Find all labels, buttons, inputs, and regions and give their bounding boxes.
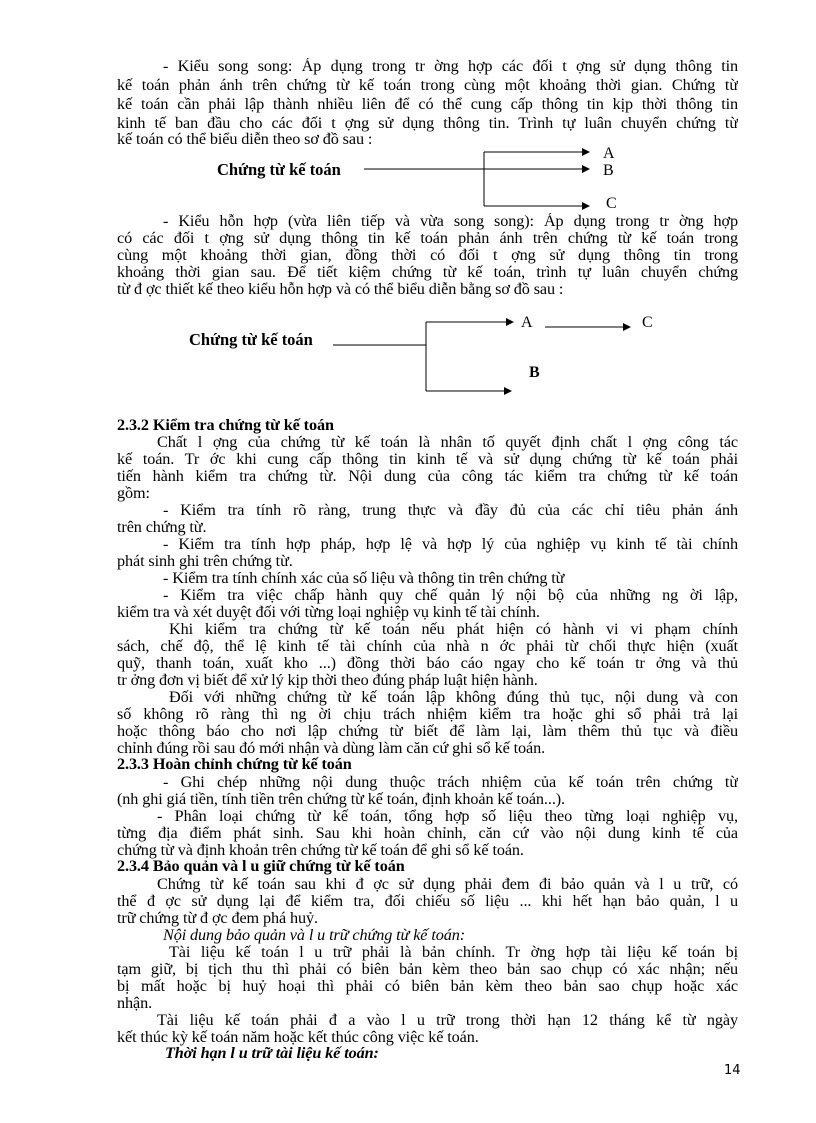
text-line: chỉnh đúng rồi sau đó mới nhận và dùng làm căn cứ ghi sổ kế toán. <box>117 739 546 757</box>
text-line: trữ chứng từ đ ợc đem phá huỷ. <box>117 909 318 927</box>
text-line: - Kiểm tra việc chấp hành quy chế quản lý nội bộ của những ng ời lập, <box>163 587 738 604</box>
text-line: cùng một khoảng thời gian, đồng thời có đối t ợng sử dụng thông tin trong <box>117 247 738 264</box>
text-line: có các đối t ợng sử dụng thông tin kế toán phản ánh trên chứng từ kế toán trong <box>117 230 738 247</box>
text-line: - Ghi chép những nội dung thuộc trách nhiệm của kế toán trên chứng từ <box>163 774 738 791</box>
text-line: phát sinh ghi trên chứng từ. <box>117 552 293 570</box>
text-line: quỹ, thanh toán, xuất kho ...) đồng thời báo cáo ngay cho kế toán tr ởng và thủ <box>117 655 738 672</box>
text-line: - Phân loại chứng từ kế toán, tổng hợp số liệu theo từng loại nghiệp vụ, <box>157 808 738 825</box>
text-line: từ đ ợc thiết kế theo kiểu hỗn hợp và có thể biểu diễn bằng sơ đồ sau : <box>117 280 564 298</box>
text-line: tr ởng đơn vị biết để xử lý kịp thời theo đúng pháp luật hiện hành. <box>117 671 538 689</box>
text-line: kế toán. Tr ớc khi cung cấp thông tin kinh tế và sử dụng chứng từ kế toán phải <box>117 451 738 468</box>
diagram-node-c: C <box>606 195 617 212</box>
text-line: tiến hành kiểm tra chứng từ. Nội dung của công tác kiểm tra chứng từ kế toán <box>117 468 738 485</box>
text-line: kế toán có thể biểu diễn theo sơ đồ sau : <box>117 130 373 148</box>
text-line: kinh tế ban đầu cho các đối t ợng sử dụng thông tin. Trình tự luân chuyển chứng từ <box>117 115 738 132</box>
text-line: kiểm tra và xét duyệt đối với từng loại nghiệp vụ kinh tế tài chính. <box>117 603 540 621</box>
section-heading: 2.3.3 Hoàn chỉnh chứng từ kế toán <box>117 755 352 773</box>
text-line: - Kiểm tra tính rõ ràng, trung thực và đầy đủ của các chỉ tiêu phản ánh <box>163 502 738 519</box>
text-line: kế toán cần phải lập thành nhiều liên để có thể cung cấp thông tin kịp thời thông tin <box>117 96 738 113</box>
page-number: 14 <box>724 1063 741 1078</box>
diagram-node-a: A <box>521 314 533 331</box>
text-line: gồm: <box>117 484 150 502</box>
text-line: số không rõ ràng thì ng ời chịu trách nhiệm kiểm tra hoặc ghi sổ phải trả lại <box>117 706 738 723</box>
text-line: khoảng thời gian sau. Để tiết kiệm chứng từ kế toán, trình tự luân chuyển chứng <box>117 264 738 281</box>
diagram-node-a: A <box>603 145 615 162</box>
text-line: thể đ ợc sử dụng lại để kiểm tra, đối chiếu số liệu ... khi hết hạn bảo quản, l u <box>117 893 738 910</box>
diagram2-connectors <box>333 322 630 391</box>
text-line: - Kiểu song song: Áp dụng trong tr ờng hợp các đối t ợng sử dụng thông tin <box>163 58 738 75</box>
diagram-node-b: B <box>529 364 540 381</box>
text-line: Khi kiểm tra chứng từ kế toán nếu phát hiện có hành vi vi phạm chính <box>169 621 738 638</box>
text-line: Đối với những chứng từ kế toán lập không đúng thủ tục, nội dung và con <box>169 689 738 706</box>
text-line: hoặc thông báo cho nơi lập chứng từ biết để làm lại, làm thêm thủ tục và điều <box>117 723 738 740</box>
section-heading: 2.3.4 Bảo quản và l u giữ chứng từ kế toán <box>117 857 405 875</box>
text-line: - Kiểu hỗn hợp (vừa liên tiếp và vừa song song): Áp dụng trong tr ờng hợp <box>163 213 738 230</box>
diagram1-connectors <box>364 152 589 206</box>
text-line: - Kiểm tra tính hợp pháp, hợp lệ và hợp lý của nghiệp vụ kinh tế tài chính <box>163 536 738 553</box>
text-line: trên chứng từ. <box>117 518 207 536</box>
text-line: (nh ghi giá tiền, tính tiền trên chứng từ kế toán, định khoản kế toán...). <box>117 790 566 808</box>
diagram-node-c: C <box>642 314 653 331</box>
text-line: chứng từ và định khoản trên chứng từ kế toán để ghi sổ kế toán. <box>117 841 524 859</box>
section-heading: 2.3.2 Kiểm tra chứng từ kế toán <box>117 416 334 434</box>
text-line: từng địa điểm phát sinh. Sau khi hoàn chỉnh, căn cứ vào nội dung kinh tế của <box>117 825 738 842</box>
text-line: Tài liệu kế toán l u trữ phải là bản chính. Tr ờng hợp tài liệu kế toán bị <box>169 944 738 961</box>
text-line: kết thúc kỳ kế toán năm hoặc kết thúc công việc kế toán. <box>117 1028 479 1046</box>
diagram-source-label: Chứng từ kế toán <box>217 160 341 179</box>
diagram-node-b: B <box>603 162 614 179</box>
text-line: sách, chế độ, thể lệ kinh tế tài chính của nhà n ớc phải từ chối thực hiện (xuất <box>117 638 738 655</box>
text-line: Chứng từ kế toán sau khi đ ợc sử dụng phải đem đi bảo quản và l u trữ, có <box>157 876 738 893</box>
italic-subheading: Nội dung bảo quản và l u trữ chứng từ kế toán: <box>163 926 465 944</box>
text-line: bị mất hoặc bị huỷ hoại thì phải có biên bản kèm theo bản sao chụp hoặc xác <box>117 978 738 995</box>
text-line: Tài liệu kế toán phải đ a vào l u trữ trong thời hạn 12 tháng kể từ ngày <box>157 1012 738 1029</box>
text-line: tạm giữ, bị tịch thu thì phải có biên bản kèm theo bản sao chụp có xác nhận; nếu <box>117 961 738 978</box>
text-line: - Kiểm tra tính chính xác của số liệu và thông tin trên chứng từ <box>163 569 565 587</box>
text-line: Chất l ợng của chứng từ kế toán là nhân tố quyết định chất l ợng công tác <box>157 434 738 451</box>
text-line: kế toán phản ánh trên chứng từ kế toán trong cùng một khoảng thời gian. Chứng từ <box>117 77 738 94</box>
bold-italic-subheading: Thời hạn l u trữ tài liệu kế toán: <box>165 1044 379 1062</box>
diagram-source-label: Chứng từ kế toán <box>189 330 313 349</box>
text-line: nhận. <box>117 994 153 1012</box>
